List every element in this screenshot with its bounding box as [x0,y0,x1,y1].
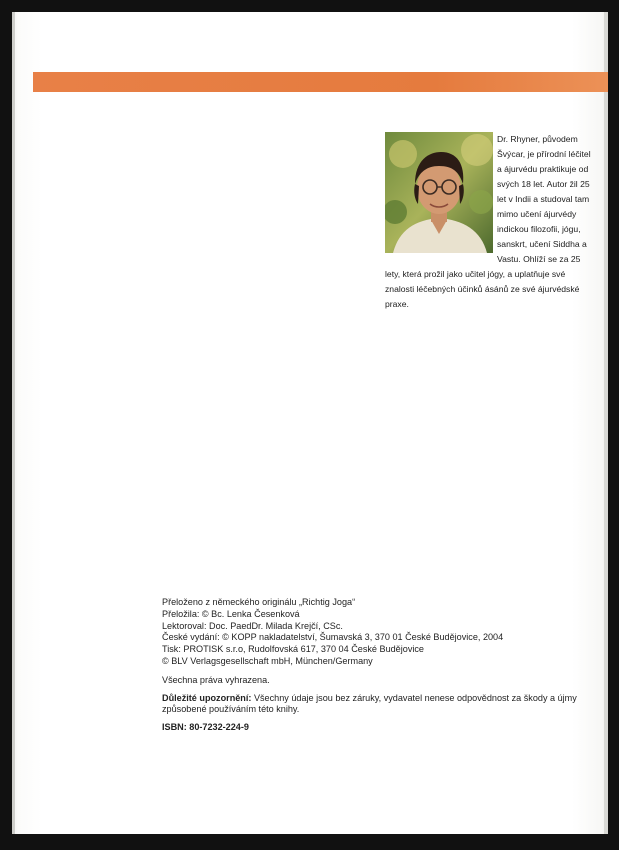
author-bio [385,132,595,312]
imprint-block [162,597,602,734]
notice-label: Důležité upozornění: [162,692,252,703]
important-notice [162,693,582,717]
rights-line: Všechna práva vyhrazena. [162,674,270,685]
original-publisher-line: © BLV Verlagsgesellschaft mbH, München/Germany [162,655,373,666]
notice-text: Všechny údaje jsou bez záruky, vydavatel nenese odpovědnost za škody a újmy způsobené používáním této knihy. [162,692,577,715]
translated-from-line: Přeloženo z německého originálu „Richtig Joga“ [162,597,356,607]
reviewer-line: Lektoroval: Doc. PaedDr. Milada Krejčí, CSc. [162,620,343,631]
translator-line: Přeložila: © Bc. Lenka Česenková [162,608,300,619]
isbn-line: ISBN: 80-7232-224-9 [162,722,249,733]
page-edge-right [604,12,608,834]
orange-header-band [33,72,608,92]
author-bio-text: Dr. Rhyner, původem Švýcar, je přírodní léčitel a ájurvédu praktikuje od svých 18 let. Autor žil 25 let v Indii a studoval tam mimo učení ájurvédy indickou filozofii, jógu, sanskrt, učení Siddha a Vastu. Ohlíží se za 25 lety, která prožil jako učitel jógy, a uplatňuje své znalosti léčebných účinků ásánů ze své ájurvédské praxe. [385,134,591,309]
author-photo-image [385,132,493,253]
author-portrait [385,132,493,253]
page-edge-left [12,12,15,834]
czech-edition-line: České vydání: © KOPP nakladatelství, Šumavská 3, 370 01 České Budějovice, 2004 [162,632,504,643]
printer-line: Tisk: PROTISK s.r.o, Rudolfovská 617, 370 04 České Budějovice [162,644,424,655]
book-page [12,12,608,834]
